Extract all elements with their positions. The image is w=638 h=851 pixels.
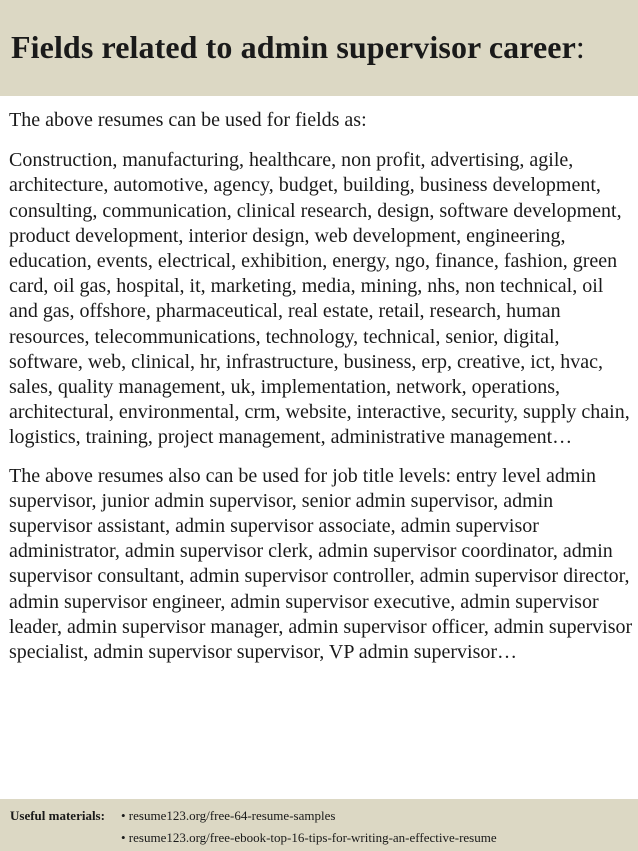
useful-materials-label [10,808,105,824]
job-levels-text: The above resumes also can be used for job title levels: entry level admin supervisor, junior admin supervisor, senior admin supervisor, admin supervisor assistant, admin supervisor associate, admin supervisor administrator, admin supervisor clerk, admin supervisor coordinator, admin supervisor consultant, admin supervisor controller, admin supervisor director, admin supervisor engineer, admin supervisor executive, admin supervisor leader, admin supervisor manager, admin supervisor officer, admin supervisor specialist, admin supervisor supervisor, VP admin supervisor… [9,464,633,664]
useful-materials-label-colon: : [100,808,105,823]
main-content [9,108,634,665]
footer-banner [0,799,638,851]
page-title [11,27,585,67]
resume-samples-link[interactable]: • resume123.org/free-64-resume-samples [121,808,336,823]
fields-intro-text: The above resumes can be used for fields as: [9,109,367,131]
fields-list-text: Construction, manufacturing, healthcare, non profit, advertising, agile, architecture, automotive, agency, budget, building, business development, consulting, communication, clinical research, design, software development, product development, interior design, web development, engineering, education, events, electrical, exhibition, energy, ngo, finance, fashion, green card, oil gas, hospital, it, marketing, media, mining, nhs, non technical, oil and gas, offshore, pharmaceutical, real estate, retail, research, human resources, telecommunications, technology, technical, senior, digital, software, web, clinical, hr, infrastructure, business, erp, creative, ict, hvac, sales, quality management, uk, implementation, network, operations, architectural, environmental, crm, website, interactive, security, supply chain, logistics, training, project management, administrative management… [9,149,630,449]
resume-tips-ebook-link[interactable]: • resume123.org/free-ebook-top-16-tips-for-writing-an-effective-resume [121,830,497,845]
header-banner [0,0,638,96]
useful-materials-label-text: Useful materials [10,808,101,823]
page-title-text: Fields related to admin supervisor career [11,29,576,65]
page-title-colon: : [575,29,585,65]
